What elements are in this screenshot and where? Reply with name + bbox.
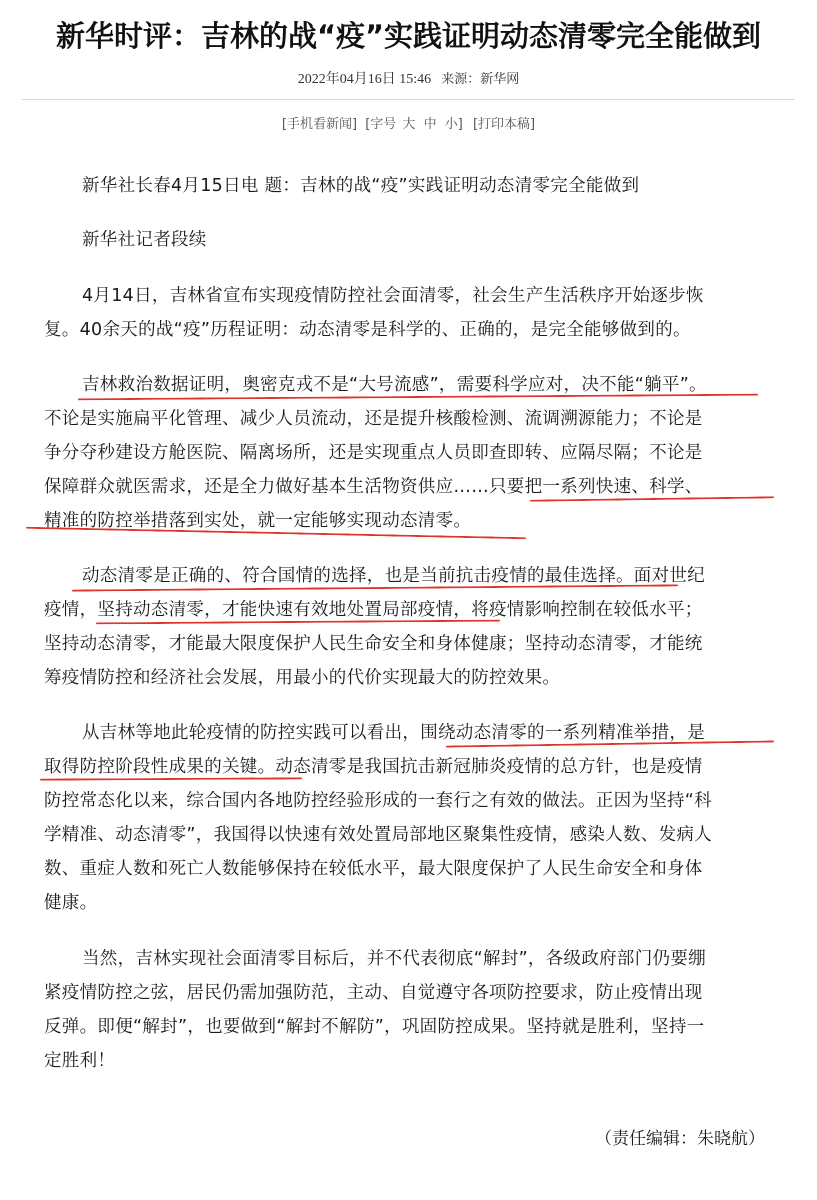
font-size-small-link[interactable]: 小]	[444, 117, 463, 132]
paragraph-2-line-5: 精准的防控举措落到实处，就一定能够实现动态清零。	[44, 511, 472, 531]
article-dateline: 新华社长春4月15日电 题：吉林的战“疫”实践证明动态清零完全能做到	[82, 176, 640, 196]
paragraph-2-line-2: 不论是实施扁平化管理、减少人员流动，还是提升核酸检测、流调溯源能力；不论是	[44, 409, 703, 429]
mobile-news-link[interactable]: [手机看新闻]	[281, 117, 358, 132]
article-source: 来源：新华网	[441, 72, 520, 87]
paragraph-1-line-1: 4月14日，吉林省宣布实现疫情防控社会面清零，社会生产生活秩序开始逐步恢	[82, 286, 704, 306]
paragraph-4-line-5: 数、重症人数和死亡人数能够保持在较低水平，最大限度保护了人民生命安全和身体	[44, 859, 703, 879]
paragraph-5-line-2: 紧疫情防控之弦，居民仍需加强防范，主动、自觉遵守各项防控要求，防止疫情出现	[44, 983, 703, 1003]
paragraph-5-line-1: 当然，吉林实现社会面清零目标后，并不代表彻底“解封”，各级政府部门仍要绷	[82, 949, 706, 969]
paragraph-3-line-4: 筹疫情防控和经济社会发展，用最小的代价实现最大的防控效果。	[44, 668, 561, 688]
paragraph-5-line-3: 反弹。即便“解封”，也要做到“解封不解防”，巩固防控成果。坚持就是胜利，坚持一	[44, 1017, 705, 1037]
paragraph-2-line-4: 保障群众就医需求，还是全力做好基本生活物资供应……只要把一系列快速、科学、	[44, 477, 703, 497]
article-byline: 新华社记者段续	[82, 230, 207, 250]
paragraph-4-line-1: 从吉林等地此轮疫情的防控实践可以看出，围绕动态清零的一系列精准举措，是	[82, 723, 705, 743]
article-title: 新华时评：吉林的战“疫”实践证明动态清零完全能做到	[55, 19, 762, 53]
publish-datetime: 2022年04月16日 15:46	[297, 72, 432, 87]
paragraph-5-line-4: 定胜利！	[44, 1051, 116, 1071]
article-toolbar	[0, 113, 817, 132]
font-size-control	[365, 113, 465, 132]
paragraph-3-line-2: 疫情，坚持动态清零，才能快速有效地处置局部疫情，将疫情影响控制在较低水平；	[44, 600, 703, 620]
responsible-editor: （责任编辑：朱晓航）	[595, 1129, 765, 1149]
paragraph-3-line-3: 坚持动态清零，才能最大限度保护人民生命安全和身体健康；坚持动态清零，才能统	[44, 634, 703, 654]
font-size-medium-link[interactable]: 中	[423, 117, 437, 132]
paragraph-4-line-3: 防控常态化以来，综合国内各地防控经验形成的一套行之有效的做法。正因为坚持“科	[44, 791, 712, 811]
paragraph-4-line-6: 健康。	[44, 893, 98, 913]
font-size-large-link[interactable]: 大	[402, 117, 416, 132]
print-article-link[interactable]: [打印本稿]	[472, 117, 536, 132]
highlight-underline	[40, 777, 302, 780]
paragraph-1-line-2: 复。40余天的战“疫”历程证明：动态清零是科学的、正确的，是完全能够做到的。	[44, 320, 691, 340]
paragraph-4-line-4: 学精准、动态清零”，我国得以快速有效处置局部地区聚集性疫情，感染人数、发病人	[44, 825, 712, 845]
paragraph-2-line-1: 吉林救治数据证明，奥密克戎不是“大号流感”，需要科学应对，决不能“躺平”。	[82, 375, 707, 395]
paragraph-2-line-3: 争分夺秒建设方舱医院、隔离场所，还是实现重点人员即查即转、应隔尽隔；不论是	[44, 443, 703, 463]
paragraph-4-line-2: 取得防控阶段性成果的关键。动态清零是我国抗击新冠肺炎疫情的总方针，也是疫情	[44, 757, 703, 777]
article-meta	[0, 68, 817, 88]
header-divider	[22, 99, 795, 100]
font-size-label: [字号	[365, 117, 397, 132]
paragraph-3-line-1: 动态清零是正确的、符合国情的选择，也是当前抗击疫情的最佳选择。面对世纪	[82, 566, 705, 586]
